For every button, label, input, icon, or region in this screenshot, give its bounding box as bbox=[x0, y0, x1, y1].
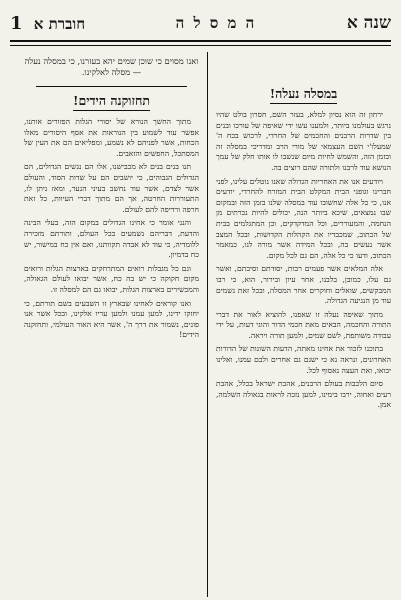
masthead-rule bbox=[10, 40, 391, 42]
left-column bbox=[24, 52, 207, 597]
right-paragraph: ירחון זה הוא נסיון למלא, בעזר השם, חסרון בולט שהיו נרגש בעולמנו ביותר, ולמענו עשו ידי שאיפה של עורכו ובנים בין שדרות הרבנים והחכמים של החרדי, לרכוש בכח ה' שמעלו'י השם העצמאי של מורי הרב ומדריכי במסלה זה ובזמן הזה, והשמש לחיות מיום שנשבו לו אותו חלק של עמך הנושא עוד לרבנו ולתורה שהם רוצים בה. bbox=[216, 110, 391, 172]
left-paragraph: והנני אומר כי אחינו הגדולים במקום הזה, בעלי הבינה והדעת, דבריהם נשמעים בכל העולם, ותורתם מזכירה ללומדיה, כי עוד לא אבדה תקוותנו, ואם אין כח במישור, יש כח בדמיון. bbox=[24, 218, 199, 260]
issue-text: חוברת א bbox=[33, 14, 86, 33]
right-column bbox=[208, 52, 391, 597]
right-paragraph: אלה המלאים אשר פעמים רבות, יסודתם וסיבתם, ואשר גם עלו, כמובן, בלבנו, אחר עיון ובירור, הוא, כי רבו המבקשים, שואלים וחוקרים אחר המסלה, ובכל זאת נשמים עוד מן הנגיעה הגדולה. bbox=[216, 264, 391, 306]
right-paragraph: בתוכנו לזכור את אחינו מאתה, הדעות השונות של הדורות האחרונים, ונראה נא כי ישנם גם אחרים ולבם עמנו, ואלינו יבואו, ואת העצה נאסוף לכל. bbox=[216, 344, 391, 375]
page-number: 1 bbox=[10, 12, 23, 34]
journal-title: ה מ ס ל ה bbox=[175, 13, 257, 32]
left-paragraph: תנו בנים בנים לא מכבישנו, אלו הם נגשים הגדולים, הם הגדולים הגבוהים, כי יושבים הם על שדות הסוד, והעולם אשר לצדם, אשר עוד נחשב בעיני הנער, ומאז ניתן לו, התעוררות החרטה, אך הם מתוך דברי העיוות, כל זאת חרפה ורדיפה להם לעולם. bbox=[24, 162, 199, 214]
right-paragraph: ויודעים אנו את האחריות הגדולה שאנו נוטלים עלינו, לפני חברינו וגופני הבית המקלט הבית המזרח להחרדי, יודעים אנו, כי כל אלה שחשובו עוד במסלה שלנו בזמן הזה ובמקום שבו נמצאים, שיכא ביותר הנה, יכולים להיות נכרתים מן הנחמה, והמעוררים, וכל המדקדקים, וכן המתגלמים בבית של הכתוב, שמכבדיו את הקהלות הקדושות, ובכל המצב אשר נעשים בה, ובכל המידה אשר מורה לנו, כמאמר הכתוב, ודעו כי כל אלה, הם גם לכל מקום. bbox=[216, 176, 391, 260]
year-label: שנה א bbox=[346, 13, 391, 33]
left-paragraph: וגם כל מגבלות רואים המתרחקים בארצות הגלות ורואים מקום חקוקה כי יש בה כח, אשר יבואו לעולם הגאולה, והמכשירים בארצות הגלות, יבואו גם הם למסלה זו. bbox=[24, 263, 199, 294]
epigraph: ואנו מסוים כי שוכן שמים יהא בעזרנו, כי במסלה נעלה — מסלה לאלקינו. bbox=[24, 56, 199, 77]
right-paragraph: מתוך שאיפה נעלה זו שאפנו, להוציא לאור את דברי התורה והחכמה, הבאים מאת חכמי הדור והוגי דעות, על ידי עבודה משותפת, לשם שמים, ולמען תורה ויראה. bbox=[216, 309, 391, 340]
left-column-heading: תחזוקנה הידים! bbox=[24, 93, 199, 111]
issue-label bbox=[10, 13, 85, 34]
column-divider bbox=[207, 52, 208, 597]
masthead-rule-thin bbox=[10, 45, 391, 46]
right-paragraph: סיום הלכבות בעולם הרבנים, אהבת ישראל בכלל, אהבת רעים ואחוה, ירבו בימינו, למען נזכה לראות בגאולה השלמה, אמן. bbox=[216, 379, 391, 410]
epigraph-rule bbox=[36, 86, 187, 87]
left-paragraph: מתוך החשך הנורא של יסורי הגלות הפזורים אותנו, אפשר עוד לשמוע בין הנוראות את אסף היסורים מאלו הכחות, אשר לפניהם לא נשמע, ומפליאים הם את העין של המסתכל, החפשים והזאבים. bbox=[24, 117, 199, 158]
right-column-heading: במסלה נעלה! bbox=[216, 86, 391, 104]
masthead bbox=[10, 6, 391, 40]
columns bbox=[10, 52, 391, 597]
left-paragraph: ואנו קוראים לאחינו שבארץ זו השבעים בשם תורתם, כי יחזקו ידינו, למען עמנו ולמען עריו אלקינו, ובכל אשר אנו פונים, נשמור את דרך ה', אשר היא האור העולמי, ותחזקנה הידים! bbox=[24, 298, 199, 340]
